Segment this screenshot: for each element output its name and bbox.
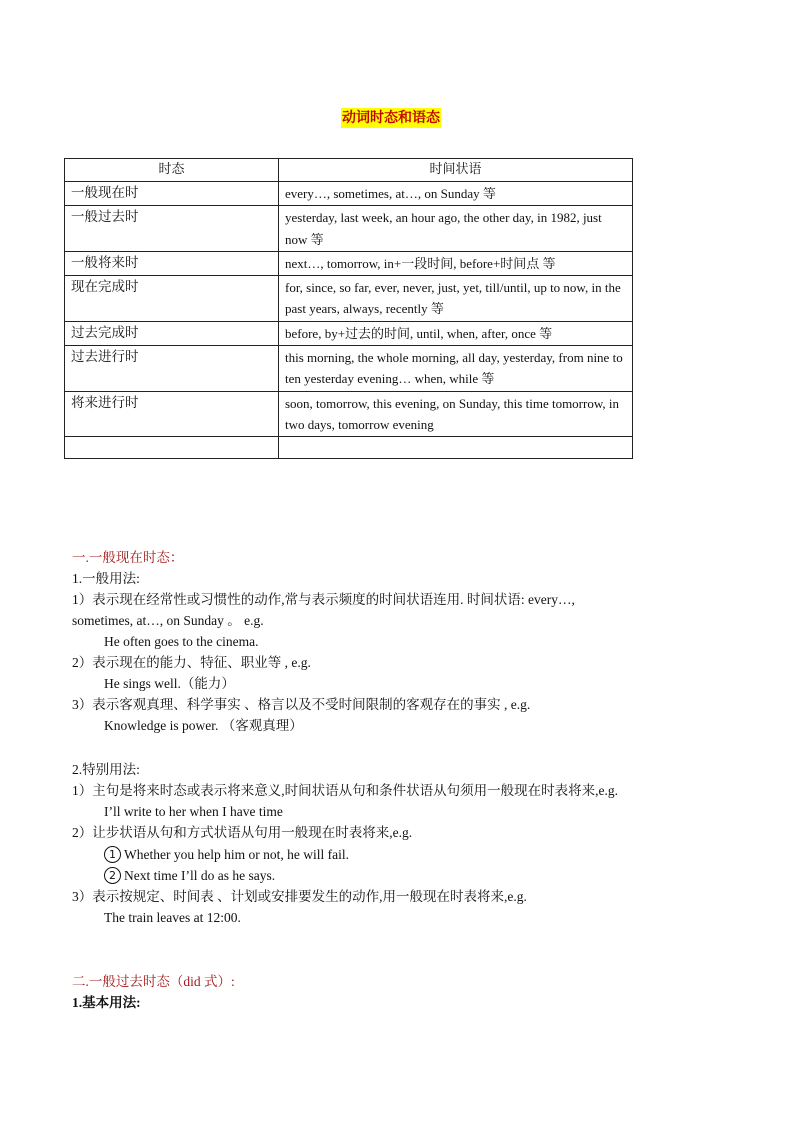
example-text: He often goes to the cinema. — [104, 634, 259, 649]
tense-cell: 过去完成时 — [65, 321, 279, 345]
table-row — [65, 206, 633, 252]
example-text: The train leaves at 12:00. — [104, 910, 241, 925]
table-row — [65, 276, 633, 322]
rule-text: sometimes, at…, on Sunday 。 e.g. — [72, 613, 264, 628]
example-sentence: Whether you help him or not, he will fail. — [124, 847, 349, 862]
tense-cell — [65, 437, 279, 459]
table-row — [65, 182, 633, 206]
section-heading: 一.一般现在时态： — [72, 550, 184, 565]
header-adverbials: 时间状语 — [279, 159, 633, 182]
subheading: 1.一般用法: — [72, 571, 140, 586]
page-title: 动词时态和语态 — [342, 110, 440, 126]
adverbial-cell: before, by+过去的时间, until, when, after, once 等 — [279, 321, 633, 345]
tense-cell: 一般过去时 — [65, 206, 279, 252]
rule-text: 1）表示现在经常性或习惯性的动作,常与表示频度的时间状语连用. 时间状语: every…, — [72, 592, 575, 607]
tense-cell: 将来进行时 — [65, 391, 279, 437]
rule-text: 3）表示客观真理、科学事实 、格言以及不受时间限制的客观存在的事实 , e.g. — [72, 697, 531, 712]
adverbial-cell — [279, 437, 633, 459]
rule-text: 2）让步状语从句和方式状语从句用一般现在时表将来,e.g. — [72, 825, 413, 840]
tense-cell: 一般现在时 — [65, 182, 279, 206]
example-text: Knowledge is power. （客观真理） — [104, 718, 303, 733]
rule-text: 2）表示现在的能力、特征、职业等 , e.g. — [72, 655, 311, 670]
adverbial-cell: every…, sometimes, at…, on Sunday 等 — [279, 182, 633, 206]
example-text — [104, 865, 275, 886]
example-text — [104, 844, 349, 865]
example-text: I’ll write to her when I have time — [104, 804, 283, 819]
table-row-empty — [65, 437, 633, 459]
table-row — [65, 321, 633, 345]
circled-number: 1 — [104, 846, 121, 863]
tense-cell: 一般将来时 — [65, 251, 279, 275]
adverbial-cell: next…, tomorrow, in+一段时间, before+时间点 等 — [279, 251, 633, 275]
circled-number: 2 — [104, 867, 121, 884]
example-sentence: Next time I’ll do as he says. — [124, 868, 276, 883]
rule-text: 1）主句是将来时态或表示将来意义,时间状语从句和条件状语从句须用一般现在时表将来,e.g. — [72, 783, 618, 798]
header-tense: 时态 — [65, 159, 279, 182]
tense-table — [64, 158, 633, 459]
adverbial-cell: yesterday, last week, an hour ago, the other day, in 1982, just now 等 — [279, 206, 633, 252]
section-heading: 二.一般过去时态（did 式）: — [72, 974, 235, 989]
adverbial-cell: for, since, so far, ever, never, just, yet, till/until, up to now, in the past years, always, recently 等 — [279, 276, 633, 322]
example-text: He sings well.（能力） — [104, 676, 235, 691]
rule-text: 3）表示按规定、时间表 、计划或安排要发生的动作,用一般现在时表将来,e.g. — [72, 889, 527, 904]
subheading: 2.特别用法: — [72, 762, 140, 777]
adverbial-cell: soon, tomorrow, this evening, on Sunday, this time tomorrow, in two days, tomorrow evening — [279, 391, 633, 437]
tense-cell: 过去进行时 — [65, 346, 279, 392]
table-header-row — [65, 159, 633, 182]
table-row — [65, 346, 633, 392]
table-row — [65, 251, 633, 275]
table-row — [65, 391, 633, 437]
tense-cell: 现在完成时 — [65, 276, 279, 322]
subheading: 1.基本用法: — [72, 995, 141, 1010]
adverbial-cell: this morning, the whole morning, all day, yesterday, from nine to ten yesterday evening… when, while 等 — [279, 346, 633, 392]
